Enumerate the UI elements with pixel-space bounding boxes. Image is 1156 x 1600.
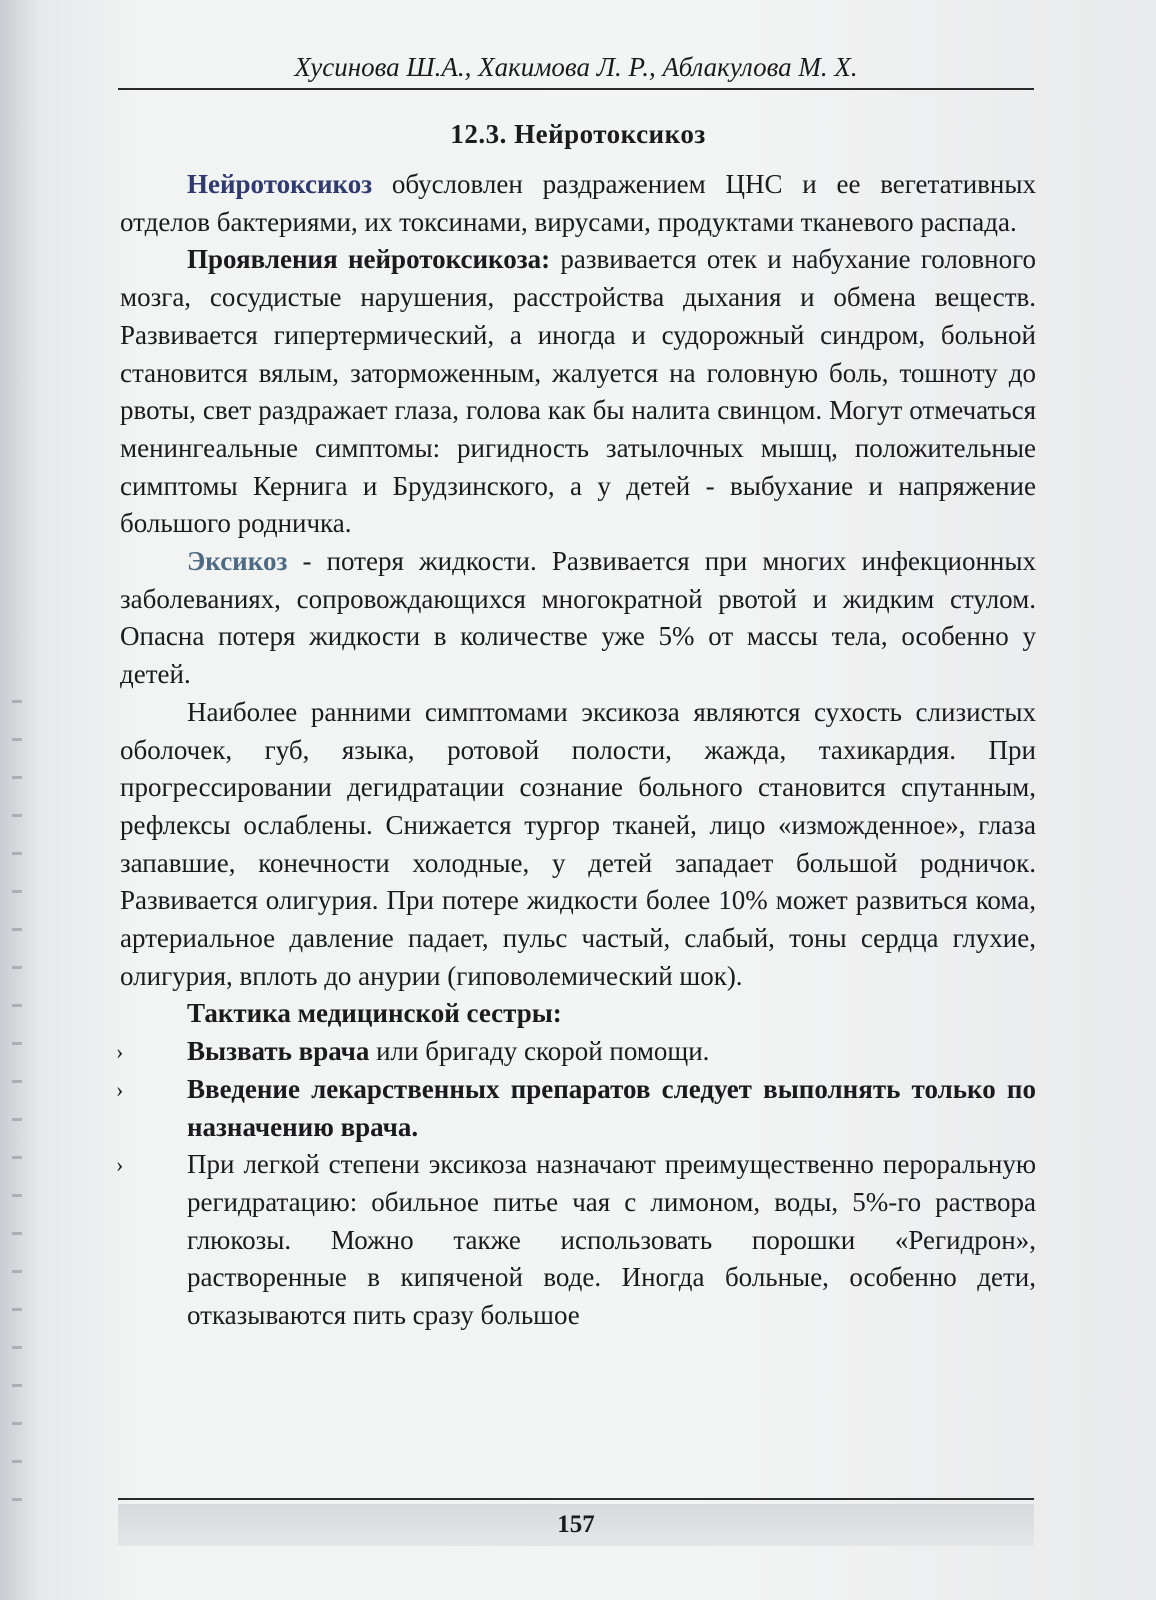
list-item-text: или бригаду скорой помощи. [369,1036,710,1067]
list-item [116,1033,1036,1071]
term-exicosis: Эксикоз [187,546,288,577]
paragraph-neurotoxicosis-manifestations [120,241,1036,543]
list-item-text: При легкой степени эксикоза назначают преимущественно пероральную регидратацию: обильное питье чая с лимоном, воды, 5%-го раствора глюкозы. Можно также использовать порошки «Регидрон», растворенные в кипяченой воде. Иногда больные, особенно дети, отказываются пить сразу большое [187,1149,1036,1331]
section-title: 12.3. Нейротоксикоз [450,119,706,149]
paragraph-exicosis-definition [120,543,1036,694]
header-rule [118,88,1034,90]
paragraph-text: развивается отек и набухание головного мозга, сосудистые нарушения, расстройства дыхания и обмена веществ. Развивается гипертермический, а иногда и судорожный синдром, больной становится вялым, заторможенным, жалуется на головную боль, тошноту до рвоты, свет раздражает глаза, голова как бы налита свинцом. Могут отмечаться менингеальные симптомы: ригидность затылочных мышц, положительные симптомы Кернига и Брудзинского, а у детей - выбухание и напряжение большого родничка. [120,244,1036,539]
paragraph-text: обусловлен раздражением ЦНС и ее вегетативных отделов бактериями, их токсинами, вирусами, продуктами тканевого распада. [120,169,1036,237]
manifestations-lead: Проявления нейротоксикоза: [187,244,551,275]
bullet-icon: › [116,1152,124,1178]
tactics-list [116,1033,1036,1335]
paragraph-neurotoxicosis-definition [120,166,1036,241]
list-item [116,1071,1036,1146]
bullet-icon: › [116,1076,124,1102]
page-number: 157 [557,1511,595,1538]
page-content [116,116,1036,1335]
bullet-icon: › [116,1039,124,1065]
running-header: Хусинова Ш.А., Хакимова Л. Р., Аблакулова М. Х. [294,52,858,82]
paragraph-text: - потеря жидкости. Развивается при многих инфекционных заболеваниях, сопровождающихся многократной рвотой и жидким стулом. Опасна потеря жидкости в количестве уже 5% от массы тела, особенно у детей. [120,546,1036,690]
list-item [116,1146,1036,1335]
list-item-bold: Введение лекарственных препаратов следует выполнять только по назначению врача. [187,1073,1036,1142]
page-edge-marks [12,700,22,1520]
paragraph-exicosis-symptoms: Наиболее ранними симптомами эксикоза являются сухость слизистых оболочек, губ, языка, ротовой полости, жажда, тахикардия. При прогрессировании дегидратации сознание больного становится спутанным, рефлексы ослаблены. Снижается тургор тканей, лицо «изможденное», глаза запавшие, конечности холодные, у детей западает большой родничок. Развивается олигурия. При потере жидкости более 10% может развиться кома, артериальное давление падает, пульс частый, слабый, тоны сердца глухие, олигурия, вплоть до анурии (гиповолемический шок). [120,696,1036,991]
list-item-bold: Вызвать врача [187,1036,370,1067]
term-neurotoxicosis: Нейротоксикоз [187,169,373,199]
footer-rule [118,1498,1034,1500]
tactics-heading: Тактика медицинской сестры: [187,998,562,1029]
